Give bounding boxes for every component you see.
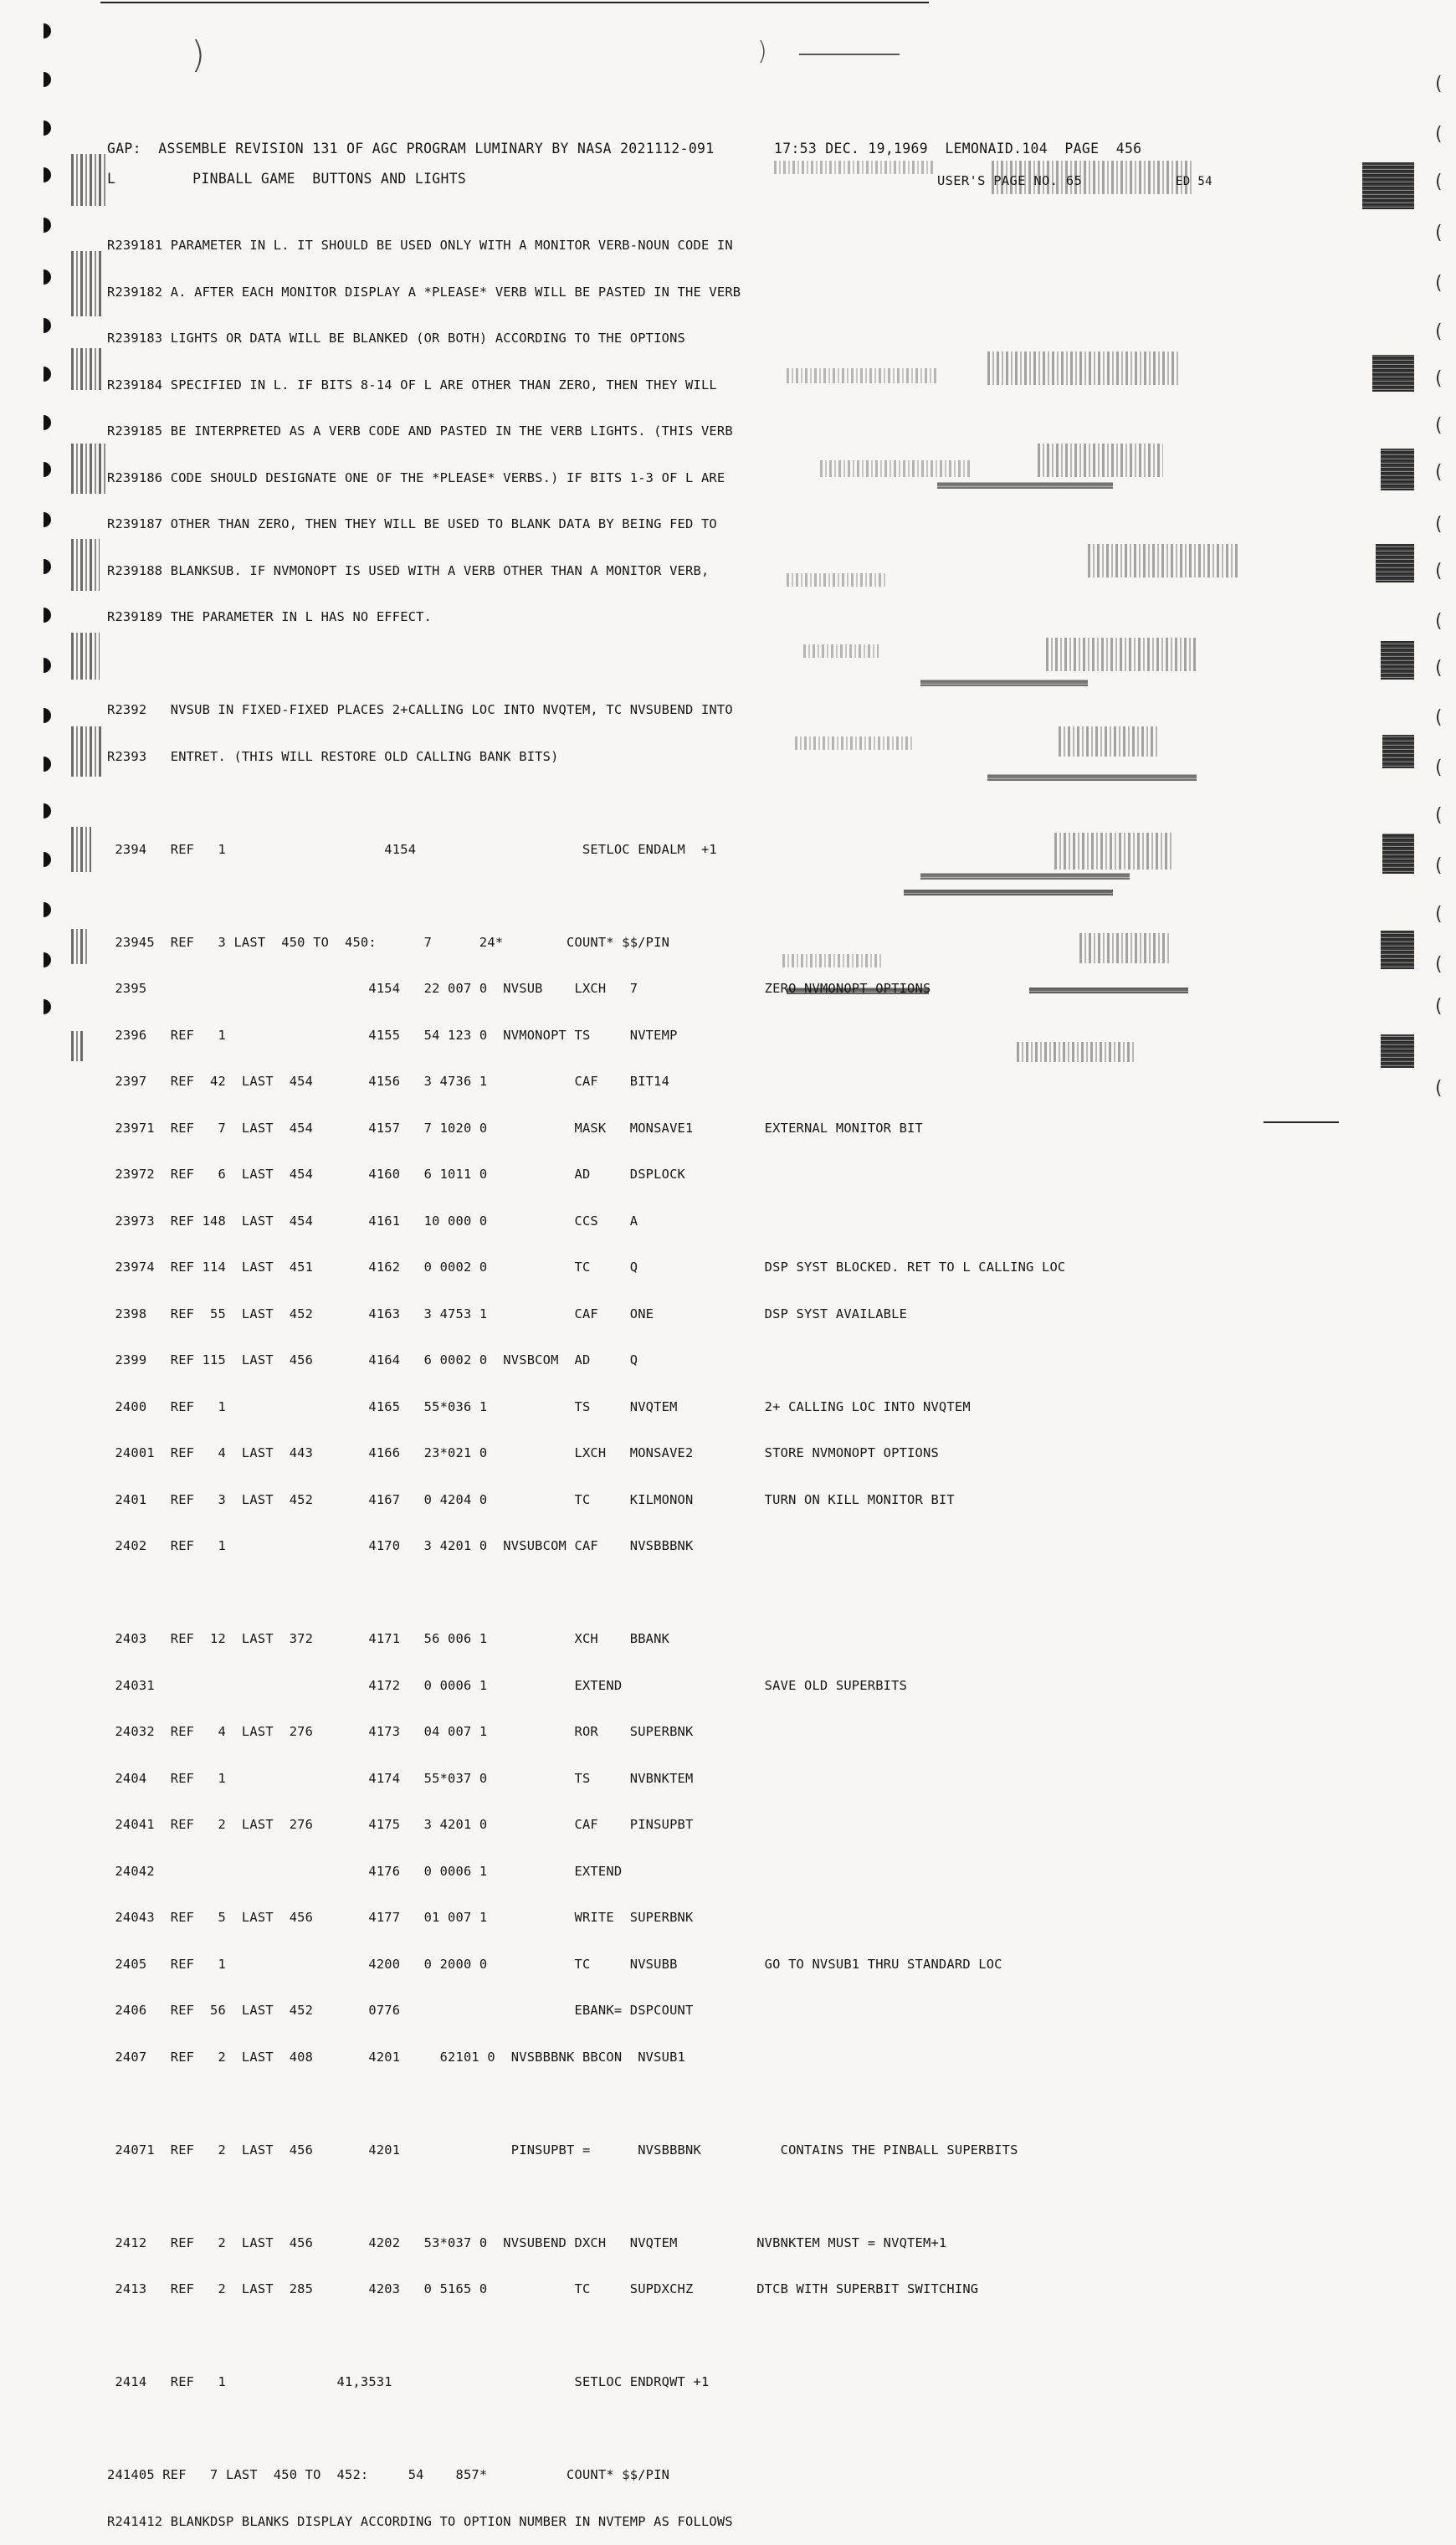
binder-hole — [44, 121, 51, 136]
listing-line — [107, 888, 1065, 904]
listing-line: 2395 4154 22 007 0 NVSUB LXCH 7 ZERO NVMONOPT OPTIONS — [107, 981, 931, 996]
edge-mark: ( — [1435, 124, 1443, 145]
listing-line: 2405 REF 1 4200 0 2000 0 TC NVSUBB GO TO NVSUB1 THRU STANDARD LOC — [107, 1956, 1002, 1972]
scan-block — [1381, 641, 1414, 680]
pen-mark-paren-small: ) — [757, 37, 767, 66]
listing-line — [107, 2328, 1065, 2344]
listing-line: R2393 ENTRET. (THIS WILL RESTORE OLD CALLING BANK BITS) — [107, 748, 559, 764]
edge-mark: ( — [1435, 273, 1443, 294]
listing-header: GAP: ASSEMBLE REVISION 131 OF AGC PROGRAM LUMINARY BY NASA 2021112-091 17:53 DEC. 19,1969 LEMONAID.104 PAGE 456 — [107, 141, 1142, 156]
listing-line: 24043 REF 5 LAST 456 4177 01 007 1 WRITE SUPERBNK — [107, 1910, 694, 1925]
listing-line — [107, 2421, 1065, 2437]
binder-hole — [44, 658, 51, 673]
scan-noise — [1079, 933, 1171, 963]
edge-mark: ( — [1435, 321, 1443, 342]
scan-noise — [71, 348, 103, 390]
listing-line: R2392 NVSUB IN FIXED-FIXED PLACES 2+CALLING LOC INTO NVQTEM, TC NVSUBEND INTO — [107, 702, 733, 717]
scan-noise — [71, 444, 106, 494]
listing-line: 241405 REF 7 LAST 450 TO 452: 54 857* COUNT* $$/PIN — [107, 2467, 670, 2482]
listing-line: 24042 4176 0 0006 1 EXTEND — [107, 1863, 623, 1879]
scan-noise — [71, 1031, 83, 1061]
listing-line: 2401 REF 3 LAST 452 4167 0 4204 0 TC KILMONON TURN ON KILL MONITOR BIT — [107, 1491, 955, 1507]
listing-line: 2414 REF 1 41,3531 SETLOC ENDRQWT +1 — [107, 2374, 710, 2389]
edge-mark: ( — [1435, 561, 1443, 582]
scan-block — [1382, 735, 1414, 768]
listing-line: 2399 REF 115 LAST 456 4164 6 0002 0 NVSBCOM AD Q — [107, 1352, 638, 1367]
binder-hole — [44, 167, 51, 182]
listing-line: 2413 REF 2 LAST 285 4203 0 5165 0 TC SUPDXCHZ DTCB WITH SUPERBIT SWITCHING — [107, 2281, 979, 2296]
edge-mark: ( — [1435, 223, 1443, 244]
pen-mark-dash — [799, 54, 900, 55]
listing-line: R239184 SPECIFIED IN L. IF BITS 8-14 OF L ARE OTHER THAN ZERO, THEN THEY WILL — [107, 377, 717, 393]
edge-mark: ( — [1435, 757, 1443, 778]
scan-noise — [1088, 544, 1238, 577]
binder-hole — [44, 708, 51, 723]
listing-line: 23974 REF 114 LAST 451 4162 0 0002 0 TC Q DSP SYST BLOCKED. RET TO L CALLING LOC — [107, 1260, 1066, 1275]
binder-hole — [44, 72, 51, 87]
edge-mark: ( — [1435, 514, 1443, 535]
listing-line: 23972 REF 6 LAST 454 4160 6 1011 0 AD DSPLOCK — [107, 1167, 686, 1182]
scan-block — [1381, 1034, 1414, 1068]
listing-line — [107, 1585, 1065, 1601]
listing-line: R239185 BE INTERPRETED AS A VERB CODE AND PASTED IN THE VERB LIGHTS. (THIS VERB — [107, 423, 733, 439]
binder-hole — [44, 803, 51, 818]
listing-line: 23971 REF 7 LAST 454 4157 7 1020 0 MASK MONSAVE1 EXTERNAL MONITOR BIT — [107, 1120, 923, 1136]
binder-hole — [44, 218, 51, 233]
section-subheading: L PINBALL GAME BUTTONS AND LIGHTS — [107, 171, 467, 187]
listing-line — [107, 656, 1065, 672]
scan-noise — [1054, 833, 1171, 870]
scan-noise — [71, 539, 100, 591]
binder-hole — [44, 367, 51, 382]
listing-line: R239188 BLANKSUB. IF NVMONOPT IS USED WITH A VERB OTHER THAN A MONITOR VERB, — [107, 562, 710, 578]
listing-line: R239183 LIGHTS OR DATA WILL BE BLANKED (OR BOTH) ACCORDING TO THE OPTIONS — [107, 331, 686, 346]
binder-hole — [44, 608, 51, 623]
edge-mark: ( — [1435, 368, 1443, 389]
scan-noise — [774, 161, 933, 174]
edge-mark: ( — [1435, 707, 1443, 728]
scan-block — [1381, 931, 1414, 969]
listing-line: 24032 REF 4 LAST 276 4173 04 007 1 ROR SUPERBNK — [107, 1724, 694, 1739]
edge-mark: ( — [1435, 611, 1443, 632]
binder-hole — [44, 902, 51, 917]
listing-line: R239181 PARAMETER IN L. IT SHOULD BE USED ONLY WITH A MONITOR VERB-NOUN CODE IN — [107, 238, 733, 253]
listing-line: 2403 REF 12 LAST 372 4171 56 006 1 XCH BBANK — [107, 1631, 670, 1646]
listing-line: 24031 4172 0 0006 1 EXTEND SAVE OLD SUPERBITS — [107, 1677, 908, 1693]
listing-line: R241412 BLANKDSP BLANKS DISPLAY ACCORDING TO OPTION NUMBER IN NVTEMP AS FOLLOWS — [107, 2513, 733, 2529]
listing-line: 2406 REF 56 LAST 452 0776 EBANK= DSPCOUNT — [107, 2003, 694, 2018]
listing-line — [107, 2096, 1065, 2111]
edge-mark: ( — [1435, 172, 1443, 192]
binder-hole — [44, 952, 51, 967]
listing-line: 2412 REF 2 LAST 456 4202 53*037 0 NVSUBEND DXCH NVQTEM NVBNKTEM MUST = NVQTEM+1 — [107, 2235, 947, 2250]
scan-noise — [71, 154, 106, 206]
listing-line: 2398 REF 55 LAST 452 4163 3 4753 1 CAF ONE DSP SYST AVAILABLE — [107, 1306, 908, 1321]
scan-block — [1382, 834, 1414, 874]
listing-line: 24071 REF 2 LAST 456 4201 PINSUPBT = NVSBBBNK CONTAINS THE PINBALL SUPERBITS — [107, 2142, 1018, 2158]
binder-hole — [44, 462, 51, 477]
edge-mark: ( — [1435, 904, 1443, 925]
binder-hole — [44, 757, 51, 772]
listing-line: 2394 REF 1 4154 SETLOC ENDALM +1 — [107, 841, 717, 857]
listing-line: 2407 REF 2 LAST 408 4201 62101 0 NVSBBBNK BBCON NVSUB1 — [107, 2049, 686, 2065]
listing-line: R239189 THE PARAMETER IN L HAS NO EFFECT. — [107, 609, 433, 624]
listing-line: 2404 REF 1 4174 55*037 0 TS NVBNKTEM — [107, 1770, 694, 1786]
scan-noise — [1046, 638, 1197, 671]
listing-line: 2402 REF 1 4170 3 4201 0 NVSUBCOM CAF NVSBBBNK — [107, 1538, 694, 1553]
top-rule — [100, 2, 929, 3]
ed-mark: ED 54 — [1176, 175, 1212, 188]
edge-mark: ( — [1435, 1078, 1443, 1099]
user-page-number: USER'S PAGE NO. 65 — [937, 173, 1083, 188]
edge-mark: ( — [1435, 996, 1443, 1017]
scan-noise — [71, 726, 101, 777]
scan-block — [1372, 355, 1414, 392]
scan-noise — [71, 251, 101, 316]
listing-line: R239182 A. AFTER EACH MONITOR DISPLAY A *PLEASE* VERB WILL BE PASTED IN THE VERB — [107, 284, 741, 300]
listing-line: R239187 OTHER THAN ZERO, THEN THEY WILL BE USED TO BLANK DATA BY BEING FED TO — [107, 516, 717, 531]
listing-line: 2397 REF 42 LAST 454 4156 3 4736 1 CAF BIT14 — [107, 1074, 670, 1089]
listing-line: R239186 CODE SHOULD DESIGNATE ONE OF THE *PLEASE* VERBS.) IF BITS 1-3 OF L ARE — [107, 469, 725, 485]
scan-block — [1381, 449, 1414, 490]
scan-noise — [71, 827, 91, 872]
edge-mark: ( — [1435, 462, 1443, 483]
bottom-rule — [1264, 1121, 1339, 1123]
binder-hole — [44, 512, 51, 527]
edge-mark: ( — [1435, 658, 1443, 679]
listing-body — [107, 207, 1065, 2545]
scan-block — [1362, 162, 1414, 209]
binder-hole — [44, 852, 51, 867]
binder-hole — [44, 23, 51, 38]
listing-line — [107, 2188, 1065, 2204]
listing-line — [107, 795, 1065, 811]
pen-mark-paren: ) — [191, 33, 206, 76]
scan-noise — [71, 633, 100, 680]
binder-hole — [44, 318, 51, 333]
binder-hole — [44, 269, 51, 285]
listing-line: 2396 REF 1 4155 54 123 0 NVMONOPT TS NVTEMP — [107, 1027, 678, 1043]
binder-hole — [44, 415, 51, 430]
listing-line: 2400 REF 1 4165 55*036 1 TS NVQTEM 2+ CALLING LOC INTO NVQTEM — [107, 1398, 971, 1414]
binder-hole — [44, 559, 51, 574]
edge-mark: ( — [1435, 954, 1443, 975]
edge-mark: ( — [1435, 805, 1443, 826]
scan-noise — [71, 929, 88, 964]
listing-line: 23973 REF 148 LAST 454 4161 10 000 0 CCS A — [107, 1213, 638, 1229]
edge-mark: ( — [1435, 74, 1443, 95]
listing-line: 23945 REF 3 LAST 450 TO 450: 7 24* COUNT* $$/PIN — [107, 934, 670, 950]
edge-mark: ( — [1435, 415, 1443, 436]
binder-hole — [44, 999, 51, 1014]
scan-noise — [1059, 726, 1159, 757]
listing-line: 24041 REF 2 LAST 276 4175 3 4201 0 CAF PINSUPBT — [107, 1817, 694, 1832]
scan-block — [1376, 544, 1414, 582]
edge-mark: ( — [1435, 855, 1443, 876]
listing-line: 24001 REF 4 LAST 443 4166 23*021 0 LXCH MONSAVE2 STORE NVMONOPT OPTIONS — [107, 1445, 939, 1460]
